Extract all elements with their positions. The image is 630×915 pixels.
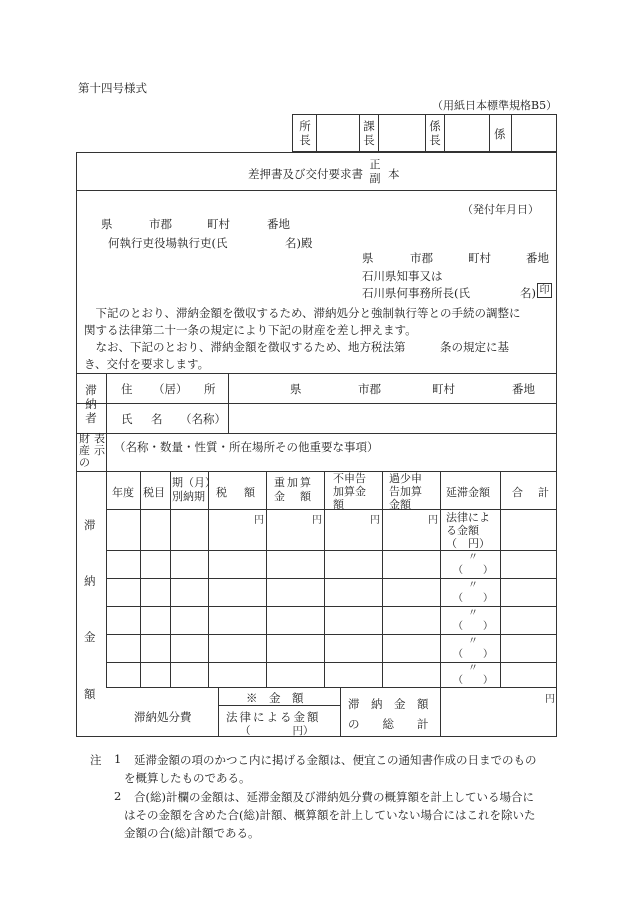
ditto-row-2: 〃 （ ） [453, 552, 493, 576]
issue-date-label: （発付年月日） [462, 203, 539, 216]
header-delay: 延滞金額 [446, 486, 490, 499]
yen-under: 円 [428, 515, 438, 526]
recipient-banchi: 番地 [267, 217, 290, 231]
delinquent-total-label-2: の 総 計 [348, 717, 429, 731]
address-label-ju: 住 [121, 382, 133, 396]
header-year: 年度 [112, 486, 134, 499]
sender-banchi: 番地 [526, 251, 549, 265]
footer-law-amount: 法律による金額 [226, 710, 321, 724]
header-heavy: 重加算 金 額 [274, 476, 313, 503]
body-paragraph-2-line-2: き、交付を要求します。 [84, 357, 210, 371]
name-label-shi: 氏 [121, 412, 133, 426]
address-label-kyo: （居） [153, 382, 188, 396]
title-hon: 本 [388, 167, 400, 181]
notes-label: 注 [90, 753, 102, 767]
header-under: 過少申 告加算 金額 [389, 472, 422, 511]
seal-mark: 印 [537, 283, 552, 298]
kome-amount-label: ※ 金 額 [246, 691, 304, 705]
name-label-mei: 名 [151, 412, 163, 426]
sender-line1: 石川県知事又は [362, 269, 443, 283]
stamp-shocho-label: 所 長 [299, 119, 311, 147]
header-nonfile: 不申告 加算金 額 [333, 472, 366, 511]
footer-paren-yen: （ 円） [240, 725, 314, 737]
form-number: 第十四号様式 [78, 81, 147, 95]
header-total-go: 合 [512, 486, 523, 499]
property-label: 財表 産示 の [79, 432, 109, 469]
ditto-row-3: 〃 （ ） [453, 580, 493, 604]
header-tax-zei: 税 [216, 486, 227, 499]
paper-spec: （用紙日本標準規格B5） [432, 99, 558, 112]
amounts-label-tai: 滞 [84, 518, 96, 532]
tainosha-label: 滞 納 者 [85, 383, 97, 425]
header-period: 期（月） 別納期 [172, 476, 216, 503]
delinquent-total-label-1: 滞 納 金 額 [348, 697, 429, 711]
recipient-shigun: 市郡 [149, 217, 172, 231]
sender-ken: 県 [362, 251, 374, 265]
note-2-line-3: 金額の合(総)計額である。 [124, 826, 260, 840]
yen-tax: 円 [254, 515, 264, 526]
note-2-line-1: 合(総)計欄の金額は、延滞金額及び滞納処分費の概算額を計上している場合に [134, 790, 534, 804]
body-paragraph-2-line-1: なお、下記のとおり、滞納金額を徴収するため、地方税法第 条の規定に基 [84, 340, 510, 354]
document-title: 差押書及び交付要求書 [248, 167, 363, 181]
stamp-kakaricho-label: 係 長 [429, 119, 441, 147]
header-total-kei: 計 [538, 486, 549, 499]
recipient-chouson: 町村 [207, 217, 230, 231]
header-tax-gaku: 額 [244, 486, 255, 499]
yen-nonfile: 円 [370, 515, 380, 526]
tainosha-banchi: 番地 [512, 382, 535, 396]
body-paragraph-1-line-1: 下記のとおり、滞納金額を徴収するため、滞納処分と強制執行等との手続の調整に [84, 306, 521, 320]
yen-heavy: 円 [312, 515, 322, 526]
disposal-fee-label: 滞納処分費 [134, 710, 192, 724]
amounts-label-no: 納 [84, 574, 96, 588]
address-label-sho: 所 [204, 382, 216, 396]
header-tax-item: 税目 [143, 486, 165, 499]
stamp-kacho-label: 課 長 [363, 119, 375, 147]
note-1-line-1: 延滞金額の項のかつこ内に掲げる金額は、便宜この通知書作成の日までのもの [134, 753, 537, 767]
amounts-label-kin: 金 [84, 630, 96, 644]
ditto-row-6: 〃 （ ） [453, 663, 493, 686]
sender-line2: 石川県何事務所長(氏 [362, 286, 470, 300]
recipient-name-line: 何執行吏役場執行吏(氏 名)殿 [108, 236, 313, 250]
ditto-row-4: 〃 （ ） [453, 608, 493, 632]
law-amount-cell: 法律によ る金額 （ 円） [446, 511, 490, 550]
name-label-meisho: （名称） [180, 412, 226, 426]
body-paragraph-1-line-2: 関する法律第二十一条の規定により下記の財産を差し押えます。 [84, 323, 417, 337]
note-1-line-2: を概算したものである。 [124, 771, 251, 785]
stamp-kakari-label: 係 [494, 127, 506, 141]
note-2-number: 2 [114, 789, 122, 803]
tainosha-chouson: 町村 [432, 382, 455, 396]
tainosha-shigun: 市郡 [358, 382, 381, 396]
title-sho-fuku: 正 副 [369, 158, 381, 185]
sender-name-end: 名) [520, 286, 536, 300]
sender-shigun: 市郡 [410, 251, 433, 265]
ditto-row-5: 〃 （ ） [453, 636, 493, 660]
property-note: （名称・数量・性質・所在場所その他重要な事項） [114, 440, 379, 454]
note-1-number: 1 [114, 752, 122, 766]
footer-yen: 円 [545, 694, 555, 705]
note-2-line-2: はその金額を含めた合(総)計額、概算額を計上していない場合にはこれを除いた [124, 808, 536, 822]
sender-chouson: 町村 [468, 251, 491, 265]
recipient-ken: 県 [101, 217, 113, 231]
amounts-label-gaku: 額 [84, 687, 96, 701]
tainosha-ken: 県 [290, 382, 302, 396]
